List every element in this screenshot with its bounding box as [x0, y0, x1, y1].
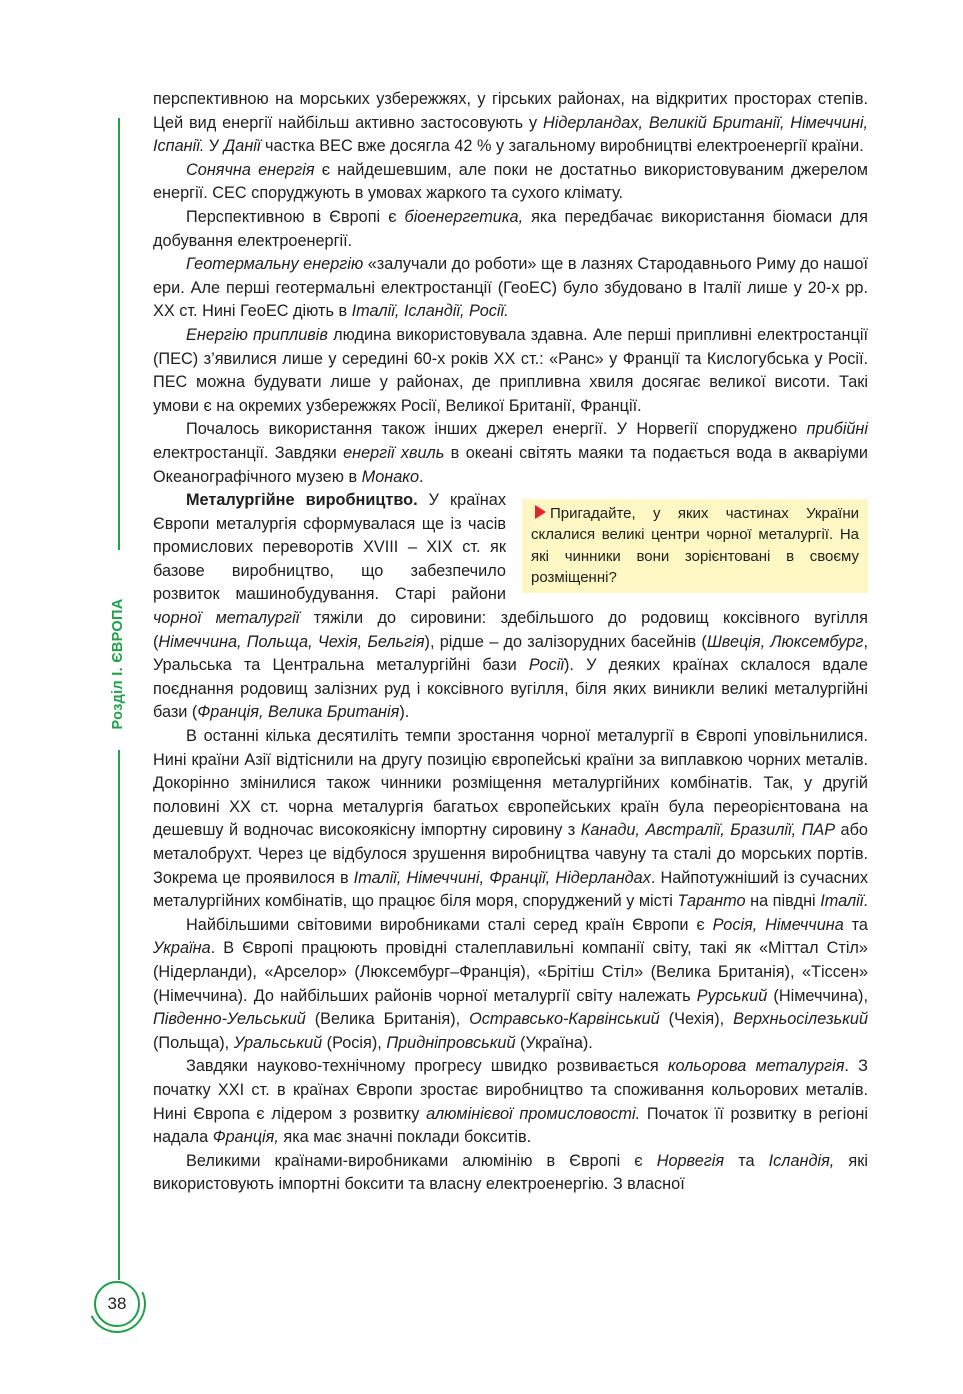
italic-run: Італії, Ісландії, Росії. — [351, 302, 509, 321]
italic-run: Південно-Уельський — [153, 1010, 306, 1029]
italic-run: прибійні — [806, 420, 868, 439]
italic-run: Канади, Австралії, Бразилії, ПАР — [580, 821, 836, 840]
callout-text: Пригадайте, у яких частинах України склалися великі центри чорної металургії. На які чинники вони зорієнтовані в своєму розміщенні? — [531, 505, 859, 586]
paragraph — [153, 914, 868, 1056]
italic-run: Геотермальну енергію — [186, 255, 364, 274]
italic-run: Сонячна енергія — [186, 160, 315, 179]
text-run: Найбільшими світовими виробниками сталі серед країн Європи є — [186, 915, 713, 934]
italic-run: Швеція, Люксембург — [706, 632, 864, 651]
italic-run: енергії хвиль — [343, 443, 445, 462]
italic-run: Уральський — [233, 1033, 323, 1052]
text-run: У — [204, 137, 224, 156]
bold-run: Металургійне виробництво. — [186, 491, 418, 510]
paragraph — [153, 253, 868, 324]
text-run: (Німеччина), — [767, 986, 868, 1005]
text-run: частка ВЕС вже досягла 42 % у загальному виробництві електроенергії країни. — [260, 137, 864, 156]
text-run: «залучали до роботи» ще в лазнях Стародавнього Риму до нашої ери. Але перші геотермальні електростанції (ГеоЕС) було збудовано в Італії лише у 20-х рр. ХХ ст. Нині ГеоЕС діють в — [153, 255, 868, 321]
paragraph — [153, 324, 868, 418]
italic-run: Італії, Німеччині, Франції, Нідерландах — [353, 868, 651, 887]
italic-run: Франція, — [212, 1128, 279, 1147]
text-run: перспективною на морських узбережжях, у гірських районах, на відкритих просторах степів. Цей вид енергії найбільш активно застосовують у — [153, 90, 868, 132]
text-run: Перспективною в Європі є — [186, 207, 405, 226]
text-run: яка має значні поклади бокситів. — [278, 1128, 532, 1147]
text-run: електростанції. Завдяки — [153, 443, 344, 462]
text-run: в океані світять маяки та подається вода в акваріуми Океанографічного музею в — [153, 443, 868, 486]
text-run: . — [863, 892, 868, 911]
italic-run: Німеччина, Польща, Чехія, Бельгія — [158, 632, 425, 651]
italic-run: Рурський — [696, 986, 768, 1005]
text-run: та — [724, 1151, 769, 1170]
italic-run: Верхньосілезький — [733, 1010, 868, 1029]
text-run: та — [843, 915, 868, 934]
text-run: людина використовувала здавна. Але перші припливні електростанції (ПЕС) з’явилися лише у середині 60-х років ХХ ст.: «Ранс» у Франції та Кислогубська у Росії. ПЕС можна будувати лише у районах, де припливна хвиля досягає великої висоти. Такі умови є на окремих узбережжях Росії, Великої Британії, Франції. — [153, 325, 868, 415]
italic-run: кольорова металургія — [667, 1057, 845, 1076]
text-run: Почалось використання також інших джерел енергії. У Норвегії споруджено — [186, 420, 807, 439]
italic-run: алюмінієвої промисловості. — [426, 1104, 641, 1123]
italic-run: Італії — [820, 892, 864, 911]
italic-run: Остравсько-Карвінський — [469, 1010, 660, 1029]
paragraph — [153, 489, 868, 725]
paragraph — [153, 418, 868, 489]
italic-run: чорної металургії — [153, 609, 300, 628]
italic-run: Монако — [361, 467, 420, 486]
italic-run: Росії — [528, 656, 564, 675]
sidebar-rule-top — [118, 118, 120, 550]
text-run: тяжіли до сировини: здебільшого до родовищ коксівного вугілля ( — [153, 609, 868, 651]
text-run: Початок її розвитку в регіоні надала — [153, 1104, 868, 1147]
body-text — [153, 88, 868, 1197]
text-run: . — [419, 467, 424, 486]
paragraph — [153, 206, 868, 253]
italic-run: Росія, Німеччина — [712, 915, 844, 934]
text-run: (Чехія), — [659, 1010, 734, 1029]
text-run: ), рідше – до залізорудних басейнів ( — [424, 632, 707, 651]
text-run: ). У деяких країнах склалося вдале поєднання родовищ залізних руд і коксівного вугілля, біля яких виникли великі металургійні бази ( — [153, 656, 868, 722]
italic-run: Франція, Велика Британія — [197, 703, 400, 722]
italic-run: Придніпровський — [386, 1033, 516, 1052]
reminder-callout — [522, 499, 868, 593]
arrow-icon — [535, 505, 546, 519]
text-run: Великими країнами-виробниками алюмінію в Європі є — [186, 1151, 657, 1170]
paragraph — [153, 88, 868, 159]
paragraph — [153, 725, 868, 914]
page-number: 38 — [94, 1281, 140, 1327]
italic-run: Таранто — [677, 892, 746, 911]
italic-run: Ісландія, — [768, 1151, 835, 1170]
italic-run: біоенергетика, — [404, 207, 524, 226]
text-run: . Найпотужніший із сучасних металургійних комбінатів, що працює біля моря, споруджений у місті — [153, 868, 868, 911]
sidebar-rule-bottom — [118, 750, 120, 1280]
italic-run: Данії — [223, 137, 261, 156]
text-run: В останні кілька десятиліть темпи зростання чорної металургії в Європі уповільнилися. Нині країни Азії відтіснили на другу позицію європейські країни за виплавкою чорних металів. Докорінно змінилися також чинники розміщення металургійних комбінатів. Так, у другій половині ХХ ст. чорна металургія багатьох європейських країн була переорієнтована на дешевшу й водночас високоякісну імпортну сировину з — [153, 727, 868, 840]
italic-run: Нідерландах, Великій Британії, Німеччині, Іспанії. — [153, 113, 868, 156]
paragraph — [153, 1150, 868, 1197]
text-run: (Україна). — [515, 1033, 593, 1052]
text-run: ). — [399, 703, 410, 722]
text-run: які використовують імпортні боксити та власну електроенергію. З власної — [153, 1151, 868, 1194]
text-run: яка передбачає використання біомаси для добування електроенергії. — [153, 207, 868, 250]
text-run: (Велика Британія), — [305, 1010, 470, 1029]
text-run: на півдні — [745, 892, 821, 911]
text-run: , Уральська та Центральна металургійні бази — [153, 632, 868, 675]
text-run: . В Європі працюють провідні сталеплавильні компанії світу, такі як «Міттал Стіл» (Нідерланди), «Арселор» (Люксембург–Франція), «Брітіш Стіл» (Велика Британія), «Тіссен» (Німеччина). До найбільших районів чорної металургії світу належать — [153, 939, 868, 1005]
italic-run: Енергію припливів — [186, 325, 328, 344]
paragraph — [153, 1055, 868, 1149]
text-run: або металобрухт. Через це відбулося зрушення виробництва чавуну та сталі до морських портів. Зокрема це проявилося в — [153, 821, 868, 887]
paragraph — [153, 159, 868, 206]
text-run: У країнах Європи металургія сформувалася ще із часів промислових переворотів XVIII – XIX ст. як базове виробництво, що забезпечило розвиток машинобудування. Старі райони — [153, 491, 506, 604]
italic-run: Норвегія — [656, 1151, 725, 1170]
section-label: Розділ І. ЄВРОПА — [110, 598, 126, 730]
text-run: (Польща), — [153, 1033, 234, 1052]
italic-run: Україна — [153, 939, 211, 958]
text-run: . З початку XXI ст. в країнах Європи зростає виробництво та споживання кольорових металів. Нині Європа є лідером з розвитку — [153, 1057, 868, 1123]
text-run: Завдяки науково-технічному прогресу швидко розвивається — [186, 1057, 668, 1076]
text-run: є найдешевшим, але поки не достатньо використовуваним джерелом енергії. СЕС споруджують в умовах жаркого та сухого клімату. — [153, 160, 868, 203]
text-run: (Росія), — [322, 1033, 387, 1052]
